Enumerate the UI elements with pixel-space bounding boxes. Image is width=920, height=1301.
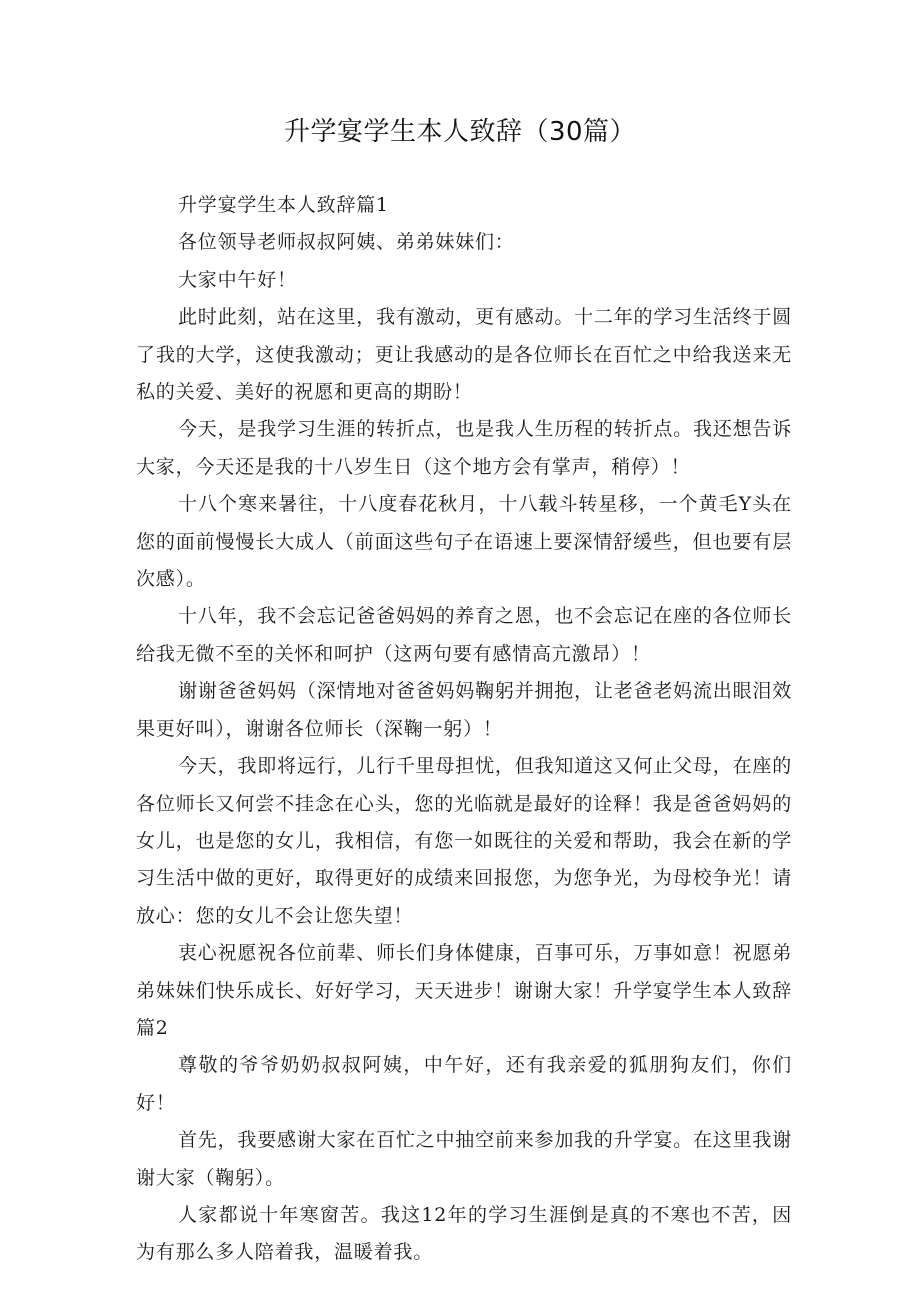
paragraph: 衷心祝愿祝各位前辈、师长们身体健康，百事可乐，万事如意！祝愿弟弟妹妹们快乐成长、好好学习，天天进步！谢谢大家！升学宴学生本人致辞篇2 xyxy=(136,942,792,1039)
document-body xyxy=(136,187,792,1272)
paragraph: 谢谢爸爸妈妈（深情地对爸爸妈妈鞠躬并拥抱，让老爸老妈流出眼泪效果更好叫），谢谢各位师长（深鞠一躬）！ xyxy=(136,680,792,740)
paragraph: 十八年，我不会忘记爸爸妈妈的养育之恩，也不会忘记在座的各位师长给我无微不至的关怀和呵护（这两句要有感情高亢激昂）！ xyxy=(136,605,792,665)
paragraph-salutation: 各位领导老师叔叔阿姨、弟弟妹妹们： xyxy=(178,231,515,254)
document-title: 升学宴学生本人致辞（30篇） xyxy=(283,117,637,147)
paragraph-section-heading-1: 升学宴学生本人致辞篇1 xyxy=(178,194,389,216)
paragraph: 此时此刻，站在这里，我有激动，更有感动。十二年的学习生活终于圆了我的大学，这使我激动；更让我感动的是各位师长在百忙之中给我送来无私的关爱、美好的祝愿和更高的期盼！ xyxy=(136,306,792,404)
paragraph: 今天，是我学习生涯的转折点，也是我人生历程的转折点。我还想告诉大家，今天还是我的十八岁生日（这个地方会有掌声，稍停）！ xyxy=(136,418,792,478)
paragraph-greeting: 大家中午好！ xyxy=(178,268,297,291)
paragraph: 尊敬的爷爷奶奶叔叔阿姨，中午好，还有我亲爱的狐朋狗友们，你们好！ xyxy=(136,1054,792,1114)
paragraph: 人家都说十年寒窗苦。我这12年的学习生涯倒是真的不寒也不苦，因为有那么多人陪着我，温暖着我。 xyxy=(136,1203,792,1264)
paragraph: 今天，我即将远行，儿行千里母担忧，但我知道这又何止父母，在座的各位师长又何尝不挂念在心头，您的光临就是最好的诠释！我是爸爸妈妈的女儿，也是您的女儿，我相信，有您一如既往的关爱和帮助，我会在新的学习生活中做的更好，取得更好的成绩来回报您，为您争光，为母校争光！请放心：您的女儿不会让您失望！ xyxy=(136,755,792,927)
paragraph: 首先，我要感谢大家在百忙之中抽空前来参加我的升学宴。在这里我谢谢大家（鞠躬）。 xyxy=(136,1129,792,1189)
paragraph: 十八个寒来暑往，十八度春花秋月，十八载斗转星移，一个黄毛Y头在您的面前慢慢长大成人（前面这些句子在语速上要深情舒缓些，但也要有层次感）。 xyxy=(136,493,792,591)
